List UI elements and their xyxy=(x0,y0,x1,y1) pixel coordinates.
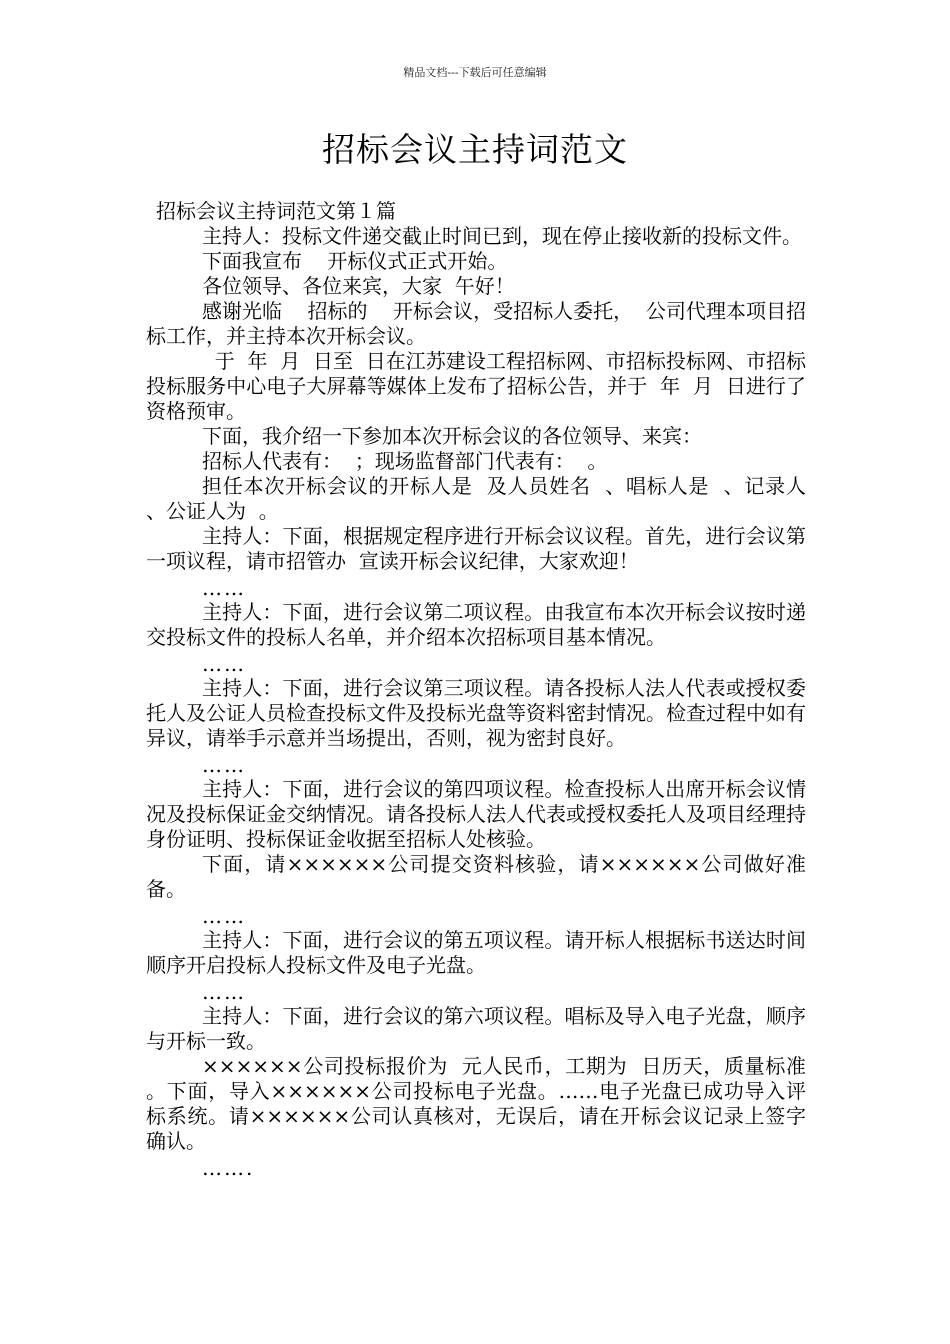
paragraph: 主持人：投标文件递交截止时间已到，现在停止接收新的投标文件。 xyxy=(202,224,802,248)
paragraph: ××××××公司投标报价为 元人民币，工期为 日历天，质量标准 。下面，导入××××××公司投标电子光盘。……电子光盘已成功导入评标系统。请××××××公司认真核对，无误后，请在开标会议记录上签字确认。 xyxy=(146,1054,819,1153)
page-header: 精品文档---下载后可任意编辑 xyxy=(403,66,547,79)
paragraph: 主持人：下面，进行会议的第六项议程。唱标及导入电子光盘，顺序与开标一致。 xyxy=(146,1004,806,1053)
paragraph: 主持人：下面，进行会议的第四项议程。检查投标人出席开标会议情况及投标保证金交纳情况。请各投标人法人代表或授权委托人及项目经理持身份证明、投标保证金收据至招标人处核验。 xyxy=(146,777,806,851)
ellipsis-separator: …… xyxy=(202,576,246,600)
section-heading: 招标会议主持词范文第１篇 xyxy=(156,199,396,223)
ellipsis-separator: ……. xyxy=(202,1156,255,1180)
ellipsis-separator: …… xyxy=(202,652,246,676)
ellipsis-separator: …… xyxy=(202,980,246,1004)
paragraph: 主持人：下面，进行会议第二项议程。由我宣布本次开标会议按时递交投标文件的投标人名单，并介绍本次招标项目基本情况。 xyxy=(146,600,806,649)
document-title: 招标会议主持词范文 xyxy=(322,130,628,169)
paragraph: 感谢光临 招标的 开标会议，受招标人委托， 公司代理本项目招标工作，并主持本次开标会议。 xyxy=(146,299,806,348)
paragraph: 下面，我介绍一下参加本次开标会议的各位领导、来宾： xyxy=(202,424,702,448)
paragraph: 下面我宣布 开标仪式正式开始。 xyxy=(202,249,508,273)
paragraph: 于 年 月 日至 日在江苏建设工程招标网、市招标投标网、市招标投标服务中心电子大屏幕等媒体上发布了招标公告，并于 年 月 日进行了资格预审。 xyxy=(146,349,807,423)
paragraph: 招标人代表有： ；现场监督部门代表有： 。 xyxy=(202,449,608,473)
paragraph: 主持人：下面，根据规定程序进行开标会议议程。首先，进行会议第一项议程，请市招管办 宣读开标会议纪律，大家欢迎！ xyxy=(146,524,806,573)
paragraph: 担任本次开标会议的开标人是 及人员姓名 、唱标人是 、记录人 、公证人为 。 xyxy=(146,474,819,523)
paragraph: 各位领导、各位来宾，大家 午好！ xyxy=(202,274,515,298)
ellipsis-separator: …… xyxy=(202,904,246,928)
paragraph: 下面，请××××××公司提交资料核验，请××××××公司做好准备。 xyxy=(146,852,806,901)
paragraph: 主持人：下面，进行会议第三项议程。请各投标人法人代表或授权委托人及公证人员检查投标文件及投标光盘等资料密封情况。检查过程中如有异议，请举手示意并当场提出，否则，视为密封良好。 xyxy=(146,676,806,750)
document-body xyxy=(146,199,819,1180)
paragraph: 主持人：下面，进行会议的第五项议程。请开标人根据标书送达时间顺序开启投标人投标文件及电子光盘。 xyxy=(146,928,806,977)
ellipsis-separator: …… xyxy=(202,753,246,777)
